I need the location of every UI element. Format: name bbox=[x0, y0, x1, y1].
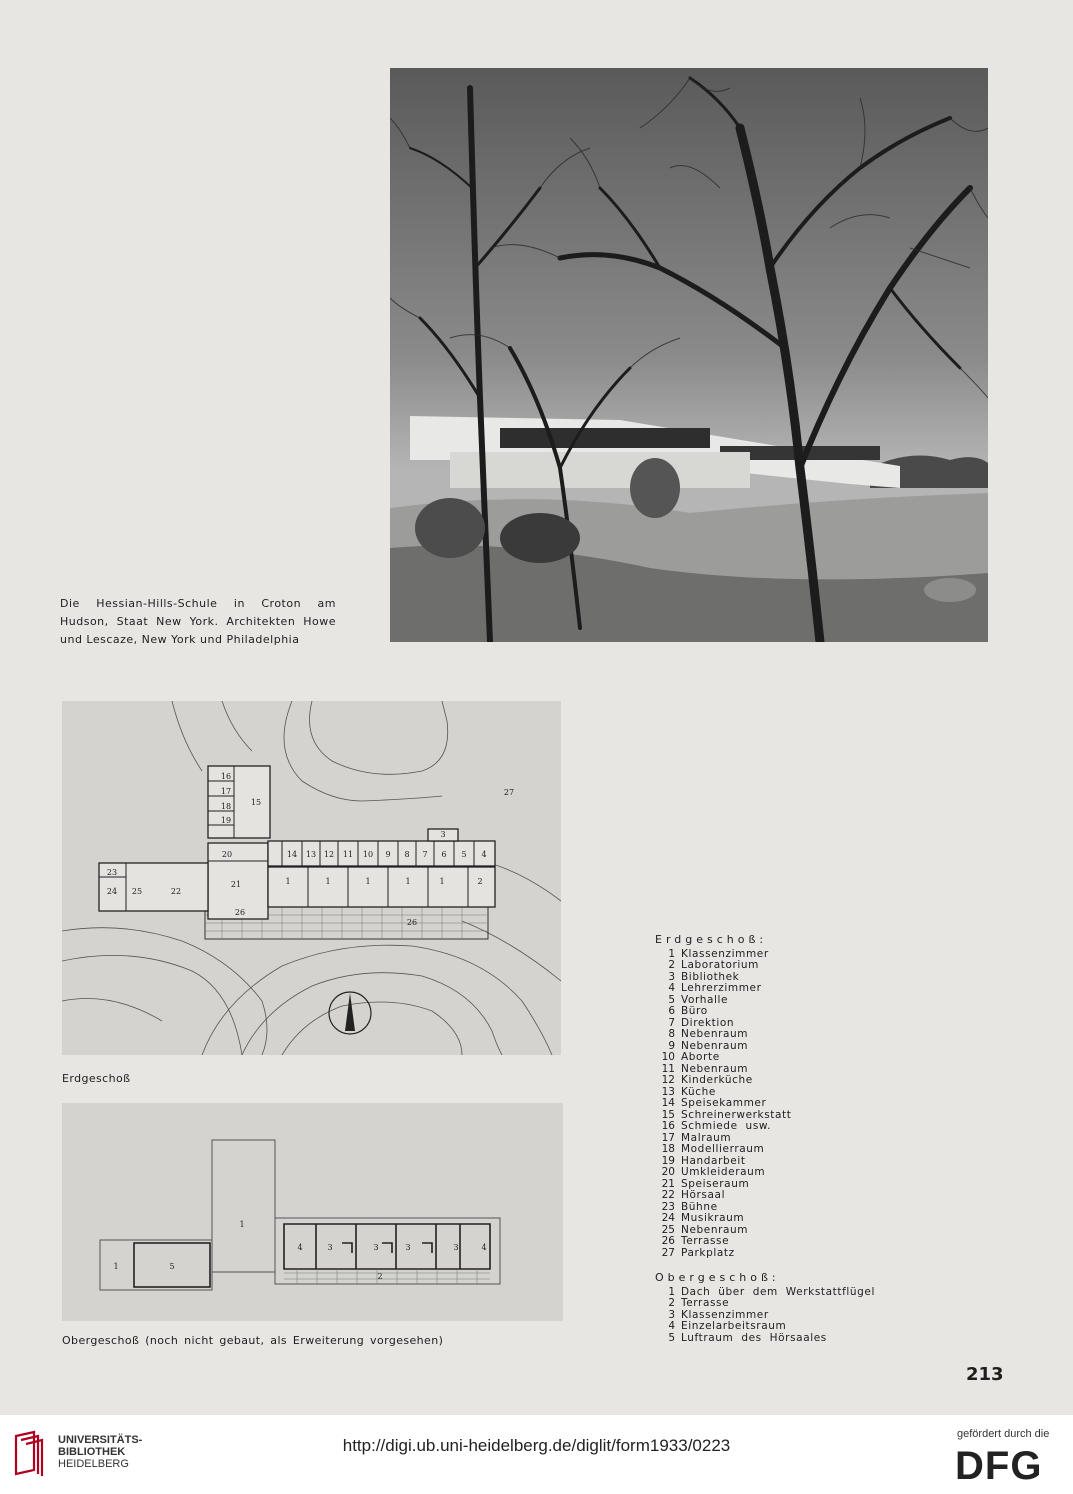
legend-item-label: Lehrerzimmer bbox=[681, 982, 762, 994]
room-number: 4 bbox=[481, 850, 487, 859]
legend-item-number: 4 bbox=[668, 1320, 675, 1332]
legend-item-number: 1 bbox=[668, 1285, 675, 1298]
room-number: 5 bbox=[169, 1262, 175, 1271]
floor-plan-drawing-icon bbox=[62, 701, 561, 1055]
legend-item bbox=[655, 1121, 915, 1133]
legend-item-label: Terrasse bbox=[681, 1235, 730, 1247]
legend-item-label: Schreinerwerkstatt bbox=[681, 1108, 792, 1121]
funding-note: gefördert durch die bbox=[957, 1428, 1050, 1440]
room-number: 22 bbox=[170, 887, 182, 896]
legend-item-number: 21 bbox=[661, 1177, 675, 1190]
room-number: 19 bbox=[220, 816, 232, 825]
legend-item-label: Einzelarbeitsraum bbox=[681, 1320, 787, 1332]
legend-item-number: 5 bbox=[668, 993, 675, 1006]
room-number: 3 bbox=[440, 830, 446, 839]
dfg-logo: DFG bbox=[955, 1444, 1043, 1488]
legend-item-number: 11 bbox=[661, 1062, 675, 1075]
school-building-photo-icon bbox=[390, 68, 988, 642]
legend-item bbox=[655, 1052, 915, 1064]
page-number: 213 bbox=[966, 1364, 1004, 1385]
legend-item-label: Nebenraum bbox=[681, 1062, 749, 1075]
legend-item bbox=[655, 1248, 915, 1260]
ground-floor-label: Erdgeschoß bbox=[62, 1072, 131, 1085]
legend-item-label: Luftraum des Hörsaales bbox=[681, 1331, 827, 1344]
room-number: 24 bbox=[106, 887, 118, 896]
photo-caption: Die Hessian-Hills-Schule in Croton am Hudson, Staat New York. Architekten Howe und Lescaze, New York und Philadelphia bbox=[60, 597, 336, 646]
legend-item bbox=[655, 1333, 915, 1345]
room-number: 26 bbox=[406, 918, 418, 927]
legend-item-label: Klassenzimmer bbox=[681, 947, 769, 960]
legend-item bbox=[655, 1098, 915, 1110]
legend-item-number: 25 bbox=[661, 1223, 675, 1236]
upper-floor-label: Obergeschoß (noch nicht gebaut, als Erweiterung vorgesehen) bbox=[62, 1334, 444, 1347]
legend-item-number: 18 bbox=[661, 1143, 675, 1155]
legend-item-number: 1 bbox=[668, 947, 675, 960]
legend-item bbox=[655, 1298, 915, 1310]
room-number: 6 bbox=[441, 850, 447, 859]
legend-item-label: Bibliothek bbox=[681, 970, 740, 983]
legend-item-label: Aborte bbox=[681, 1051, 720, 1063]
legend-item-number: 24 bbox=[661, 1212, 675, 1224]
legend-item bbox=[655, 1144, 915, 1156]
room-number: 23 bbox=[106, 868, 118, 877]
legend-item bbox=[655, 1006, 915, 1018]
legend-item-number: 6 bbox=[668, 1005, 675, 1017]
room-number: 21 bbox=[230, 880, 242, 889]
legend-item-label: Nebenraum bbox=[681, 1039, 749, 1052]
legend-item bbox=[655, 960, 915, 972]
legend-item-label: Handarbeit bbox=[681, 1154, 746, 1167]
room-number: 4 bbox=[481, 1243, 487, 1252]
legend-item-label: Parkplatz bbox=[681, 1246, 735, 1259]
room-number: 8 bbox=[404, 850, 410, 859]
legend-heading: Obergeschoß: bbox=[655, 1271, 780, 1284]
room-number: 3 bbox=[453, 1243, 459, 1252]
legend-item-number: 17 bbox=[661, 1131, 675, 1144]
ground-floor-legend bbox=[655, 934, 915, 1259]
room-number: 1 bbox=[285, 877, 291, 886]
room-number: 3 bbox=[327, 1243, 333, 1252]
legend-item-label: Schmiede usw. bbox=[681, 1120, 772, 1132]
legend-item-number: 7 bbox=[668, 1016, 675, 1029]
room-number: 3 bbox=[373, 1243, 379, 1252]
legend-item bbox=[655, 1236, 915, 1248]
room-number: 1 bbox=[439, 877, 445, 886]
floor-plan-drawing-icon bbox=[62, 1103, 563, 1321]
legend-item-number: 20 bbox=[661, 1166, 675, 1178]
room-number: 12 bbox=[323, 850, 335, 859]
room-number: 17 bbox=[220, 787, 232, 796]
legend-item-label: Speiseraum bbox=[681, 1177, 750, 1190]
legend-item bbox=[655, 1075, 915, 1087]
legend-item-label: Laboratorium bbox=[681, 959, 759, 971]
legend-item-label: Hörsaal bbox=[681, 1189, 726, 1201]
room-number: 1 bbox=[405, 877, 411, 886]
legend-item-number: 3 bbox=[668, 970, 675, 983]
room-number: 26 bbox=[234, 908, 246, 917]
room-number: 1 bbox=[113, 1262, 119, 1271]
legend-item-number: 5 bbox=[668, 1331, 675, 1344]
legend-item-number: 13 bbox=[661, 1085, 675, 1098]
legend-item-number: 14 bbox=[661, 1097, 675, 1109]
legend-item-number: 2 bbox=[668, 1297, 675, 1309]
room-number: 9 bbox=[385, 850, 391, 859]
room-number: 10 bbox=[362, 850, 374, 859]
legend-item-label: Modellierraum bbox=[681, 1143, 765, 1155]
legend-item-label: Terrasse bbox=[681, 1297, 730, 1309]
room-number: 16 bbox=[220, 772, 232, 781]
legend-item bbox=[655, 983, 915, 995]
legend-item-label: Kinderküche bbox=[681, 1074, 753, 1086]
legend-item bbox=[655, 1029, 915, 1041]
legend-item-label: Malraum bbox=[681, 1131, 732, 1144]
legend-item-number: 12 bbox=[661, 1074, 675, 1086]
room-number: 2 bbox=[477, 877, 483, 886]
room-number: 5 bbox=[461, 850, 467, 859]
legend-item-label: Umkleideraum bbox=[681, 1166, 766, 1178]
legend-item-label: Musikraum bbox=[681, 1212, 745, 1224]
room-number: 3 bbox=[405, 1243, 411, 1252]
legend-item bbox=[655, 1190, 915, 1202]
legend-item-label: Direktion bbox=[681, 1016, 735, 1029]
room-number: 1 bbox=[325, 877, 331, 886]
legend-list bbox=[655, 949, 915, 1260]
legend-item-number: 2 bbox=[668, 959, 675, 971]
permalink-url[interactable]: http://digi.ub.uni-heidelberg.de/diglit/form1933/0223 bbox=[342, 1436, 731, 1455]
legend-item-number: 27 bbox=[661, 1246, 675, 1259]
room-number: 15 bbox=[250, 798, 262, 807]
legend-item-label: Nebenraum bbox=[681, 1028, 749, 1040]
legend-item-number: 15 bbox=[661, 1108, 675, 1121]
legend-item-label: Dach über dem Werkstattflügel bbox=[681, 1285, 876, 1298]
legend-item bbox=[655, 1213, 915, 1225]
legend-item-number: 16 bbox=[661, 1120, 675, 1132]
legend-item-number: 19 bbox=[661, 1154, 675, 1167]
legend-heading: Erdgeschoß: bbox=[655, 933, 768, 946]
legend-item-number: 26 bbox=[661, 1235, 675, 1247]
room-number: 20 bbox=[221, 850, 233, 859]
legend-item-label: Bühne bbox=[681, 1200, 718, 1213]
legend-item bbox=[655, 1321, 915, 1333]
room-number: 11 bbox=[342, 850, 354, 859]
legend-item bbox=[655, 1167, 915, 1179]
legend-item-number: 3 bbox=[668, 1308, 675, 1321]
upper-floor-legend bbox=[655, 1272, 915, 1344]
legend-item-number: 10 bbox=[661, 1051, 675, 1063]
room-number: 1 bbox=[365, 877, 371, 886]
room-number: 13 bbox=[305, 850, 317, 859]
legend-item-label: Vorhalle bbox=[681, 993, 729, 1006]
room-number: 14 bbox=[286, 850, 298, 859]
legend-list bbox=[655, 1287, 915, 1345]
legend-item-number: 23 bbox=[661, 1200, 675, 1213]
legend-item-label: Büro bbox=[681, 1005, 708, 1017]
school-photo bbox=[390, 68, 988, 642]
legend-item-label: Speisekammer bbox=[681, 1097, 767, 1109]
legend-item-number: 4 bbox=[668, 982, 675, 994]
room-number: 1 bbox=[239, 1220, 245, 1229]
room-number: 7 bbox=[422, 850, 428, 859]
legend-item-number: 9 bbox=[668, 1039, 675, 1052]
room-number: 27 bbox=[503, 788, 515, 797]
legend-item-label: Küche bbox=[681, 1085, 716, 1098]
legend-item-label: Nebenraum bbox=[681, 1223, 749, 1236]
room-number: 25 bbox=[131, 887, 143, 896]
room-number: 4 bbox=[297, 1243, 303, 1252]
legend-item-label: Klassenzimmer bbox=[681, 1308, 769, 1321]
room-number: 2 bbox=[377, 1272, 383, 1281]
upper-floor-plan bbox=[62, 1103, 563, 1321]
university-library-name: UNIVERSITÄTS- BIBLIOTHEK HEIDELBERG bbox=[58, 1434, 143, 1470]
room-number: 18 bbox=[220, 802, 232, 811]
legend-item-number: 8 bbox=[668, 1028, 675, 1040]
ground-floor-plan bbox=[62, 701, 561, 1055]
legend-item-number: 22 bbox=[661, 1189, 675, 1201]
